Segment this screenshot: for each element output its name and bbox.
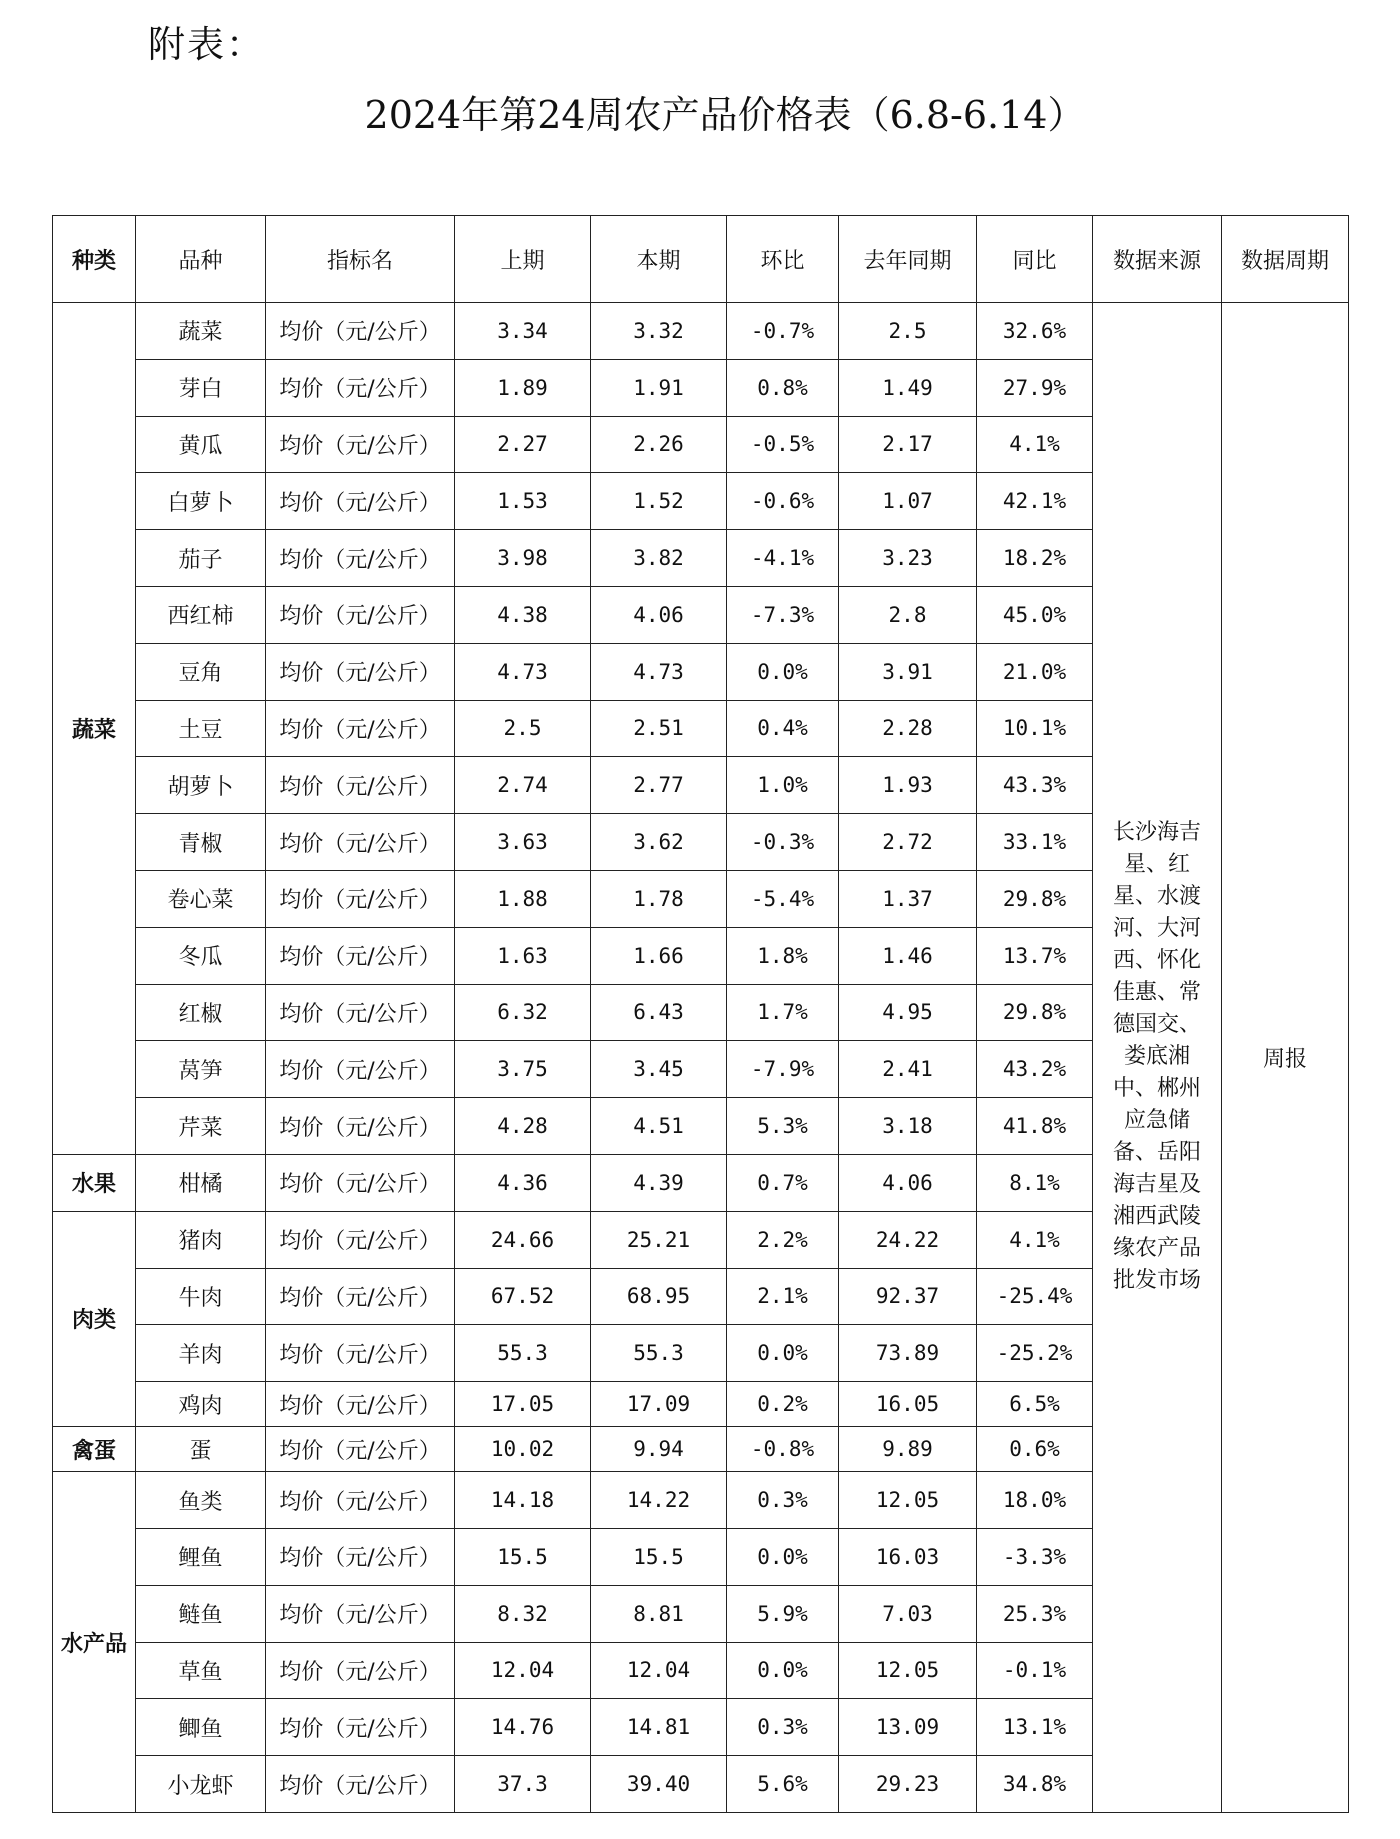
- appendix-label: 附表：: [148, 23, 265, 66]
- yoy-cell: 4.1%: [977, 1211, 1093, 1268]
- yoy-cell: 42.1%: [977, 473, 1093, 530]
- variety-cell: 蔬菜: [136, 303, 266, 360]
- variety-cell: 西红柿: [136, 586, 266, 643]
- variety-cell: 草鱼: [136, 1642, 266, 1699]
- indicator-cell: 均价（元/公斤）: [266, 984, 455, 1041]
- previous-cell: 10.02: [455, 1427, 591, 1472]
- mom-cell: 2.2%: [727, 1211, 839, 1268]
- variety-cell: 芽白: [136, 359, 266, 416]
- yoy-cell: 33.1%: [977, 814, 1093, 871]
- indicator-cell: 均价（元/公斤）: [266, 1268, 455, 1325]
- current-cell: 9.94: [591, 1427, 727, 1472]
- variety-cell: 白萝卜: [136, 473, 266, 530]
- yoy-cell: 32.6%: [977, 303, 1093, 360]
- price-table: [52, 215, 1349, 1813]
- previous-cell: 1.53: [455, 473, 591, 530]
- current-cell: 1.52: [591, 473, 727, 530]
- current-cell: 3.32: [591, 303, 727, 360]
- yoy-cell: 6.5%: [977, 1382, 1093, 1427]
- previous-cell: 4.38: [455, 586, 591, 643]
- variety-cell: 胡萝卜: [136, 757, 266, 814]
- current-cell: 15.5: [591, 1528, 727, 1585]
- mom-cell: 1.7%: [727, 984, 839, 1041]
- current-cell: 4.73: [591, 643, 727, 700]
- variety-cell: 蛋: [136, 1427, 266, 1472]
- current-cell: 8.81: [591, 1585, 727, 1642]
- last-year-cell: 2.5: [839, 303, 977, 360]
- variety-cell: 茄子: [136, 530, 266, 587]
- current-cell: 12.04: [591, 1642, 727, 1699]
- yoy-cell: 29.8%: [977, 870, 1093, 927]
- variety-cell: 小龙虾: [136, 1756, 266, 1813]
- variety-cell: 莴笋: [136, 1041, 266, 1098]
- mom-cell: 5.6%: [727, 1756, 839, 1813]
- yoy-cell: -25.4%: [977, 1268, 1093, 1325]
- indicator-cell: 均价（元/公斤）: [266, 586, 455, 643]
- mom-cell: 0.3%: [727, 1699, 839, 1756]
- last-year-cell: 92.37: [839, 1268, 977, 1325]
- yoy-cell: 4.1%: [977, 416, 1093, 473]
- mom-cell: 0.0%: [727, 643, 839, 700]
- category-cell-fruit: 水果: [53, 1154, 136, 1211]
- current-cell: 1.91: [591, 359, 727, 416]
- previous-cell: 37.3: [455, 1756, 591, 1813]
- indicator-cell: 均价（元/公斤）: [266, 303, 455, 360]
- last-year-cell: 9.89: [839, 1427, 977, 1472]
- indicator-cell: 均价（元/公斤）: [266, 870, 455, 927]
- previous-cell: 67.52: [455, 1268, 591, 1325]
- last-year-cell: 1.46: [839, 927, 977, 984]
- header-variety: 品种: [136, 216, 266, 303]
- last-year-cell: 2.72: [839, 814, 977, 871]
- indicator-cell: 均价（元/公斤）: [266, 1041, 455, 1098]
- last-year-cell: 2.41: [839, 1041, 977, 1098]
- variety-cell: 芹菜: [136, 1098, 266, 1155]
- mom-cell: 0.0%: [727, 1325, 839, 1382]
- current-cell: 3.82: [591, 530, 727, 587]
- data-period-cell: 周报: [1222, 303, 1349, 1813]
- previous-cell: 4.36: [455, 1154, 591, 1211]
- header-mom: 环比: [727, 216, 839, 303]
- mom-cell: 5.9%: [727, 1585, 839, 1642]
- mom-cell: 1.8%: [727, 927, 839, 984]
- yoy-cell: 25.3%: [977, 1585, 1093, 1642]
- yoy-cell: 18.2%: [977, 530, 1093, 587]
- current-cell: 39.40: [591, 1756, 727, 1813]
- last-year-cell: 3.18: [839, 1098, 977, 1155]
- last-year-cell: 7.03: [839, 1585, 977, 1642]
- indicator-cell: 均价（元/公斤）: [266, 359, 455, 416]
- yoy-cell: 45.0%: [977, 586, 1093, 643]
- variety-cell: 青椒: [136, 814, 266, 871]
- table-header-row: [53, 216, 1349, 303]
- yoy-cell: -0.1%: [977, 1642, 1093, 1699]
- variety-cell: 卷心菜: [136, 870, 266, 927]
- indicator-cell: 均价（元/公斤）: [266, 1756, 455, 1813]
- table-row: [53, 303, 1349, 360]
- header-source: 数据来源: [1093, 216, 1222, 303]
- last-year-cell: 16.05: [839, 1382, 977, 1427]
- last-year-cell: 73.89: [839, 1325, 977, 1382]
- indicator-cell: 均价（元/公斤）: [266, 1528, 455, 1585]
- indicator-cell: 均价（元/公斤）: [266, 1427, 455, 1472]
- mom-cell: -4.1%: [727, 530, 839, 587]
- current-cell: 1.66: [591, 927, 727, 984]
- last-year-cell: 12.05: [839, 1642, 977, 1699]
- mom-cell: -0.7%: [727, 303, 839, 360]
- indicator-cell: 均价（元/公斤）: [266, 1472, 455, 1529]
- indicator-cell: 均价（元/公斤）: [266, 927, 455, 984]
- previous-cell: 1.89: [455, 359, 591, 416]
- current-cell: 25.21: [591, 1211, 727, 1268]
- category-cell-meat: 肉类: [53, 1211, 136, 1426]
- yoy-cell: 27.9%: [977, 359, 1093, 416]
- last-year-cell: 29.23: [839, 1756, 977, 1813]
- mom-cell: -7.3%: [727, 586, 839, 643]
- indicator-cell: 均价（元/公斤）: [266, 1098, 455, 1155]
- yoy-cell: 13.7%: [977, 927, 1093, 984]
- category-cell-eggs: 禽蛋: [53, 1427, 136, 1472]
- previous-cell: 1.63: [455, 927, 591, 984]
- variety-cell: 鲢鱼: [136, 1585, 266, 1642]
- current-cell: 2.26: [591, 416, 727, 473]
- last-year-cell: 24.22: [839, 1211, 977, 1268]
- current-cell: 3.45: [591, 1041, 727, 1098]
- previous-cell: 17.05: [455, 1382, 591, 1427]
- current-cell: 3.62: [591, 814, 727, 871]
- yoy-cell: 43.2%: [977, 1041, 1093, 1098]
- previous-cell: 3.75: [455, 1041, 591, 1098]
- page-title: 2024年第24周农产品价格表（6.8-6.14）: [364, 93, 1086, 137]
- last-year-cell: 1.07: [839, 473, 977, 530]
- current-cell: 4.06: [591, 586, 727, 643]
- variety-cell: 鸡肉: [136, 1382, 266, 1427]
- last-year-cell: 13.09: [839, 1699, 977, 1756]
- indicator-cell: 均价（元/公斤）: [266, 814, 455, 871]
- indicator-cell: 均价（元/公斤）: [266, 416, 455, 473]
- previous-cell: 14.76: [455, 1699, 591, 1756]
- current-cell: 2.51: [591, 700, 727, 757]
- variety-cell: 牛肉: [136, 1268, 266, 1325]
- indicator-cell: 均价（元/公斤）: [266, 473, 455, 530]
- current-cell: 68.95: [591, 1268, 727, 1325]
- mom-cell: 2.1%: [727, 1268, 839, 1325]
- category-cell-vegetables: 蔬菜: [53, 303, 136, 1155]
- header-indicator: 指标名: [266, 216, 455, 303]
- last-year-cell: 3.23: [839, 530, 977, 587]
- current-cell: 6.43: [591, 984, 727, 1041]
- variety-cell: 冬瓜: [136, 927, 266, 984]
- yoy-cell: 13.1%: [977, 1699, 1093, 1756]
- variety-cell: 鲤鱼: [136, 1528, 266, 1585]
- last-year-cell: 3.91: [839, 643, 977, 700]
- header-yoy: 同比: [977, 216, 1093, 303]
- indicator-cell: 均价（元/公斤）: [266, 700, 455, 757]
- mom-cell: 0.4%: [727, 700, 839, 757]
- mom-cell: -0.3%: [727, 814, 839, 871]
- yoy-cell: 0.6%: [977, 1427, 1093, 1472]
- last-year-cell: 4.95: [839, 984, 977, 1041]
- indicator-cell: 均价（元/公斤）: [266, 1585, 455, 1642]
- previous-cell: 2.74: [455, 757, 591, 814]
- mom-cell: -7.9%: [727, 1041, 839, 1098]
- previous-cell: 3.98: [455, 530, 591, 587]
- last-year-cell: 2.17: [839, 416, 977, 473]
- variety-cell: 鱼类: [136, 1472, 266, 1529]
- current-cell: 2.77: [591, 757, 727, 814]
- current-cell: 1.78: [591, 870, 727, 927]
- header-category: 种类: [53, 216, 136, 303]
- yoy-cell: 34.8%: [977, 1756, 1093, 1813]
- yoy-cell: 21.0%: [977, 643, 1093, 700]
- variety-cell: 红椒: [136, 984, 266, 1041]
- mom-cell: 0.7%: [727, 1154, 839, 1211]
- current-cell: 14.81: [591, 1699, 727, 1756]
- indicator-cell: 均价（元/公斤）: [266, 1642, 455, 1699]
- mom-cell: 5.3%: [727, 1098, 839, 1155]
- indicator-cell: 均价（元/公斤）: [266, 530, 455, 587]
- indicator-cell: 均价（元/公斤）: [266, 757, 455, 814]
- previous-cell: 14.18: [455, 1472, 591, 1529]
- last-year-cell: 2.8: [839, 586, 977, 643]
- last-year-cell: 1.93: [839, 757, 977, 814]
- last-year-cell: 1.37: [839, 870, 977, 927]
- current-cell: 55.3: [591, 1325, 727, 1382]
- previous-cell: 55.3: [455, 1325, 591, 1382]
- yoy-cell: 18.0%: [977, 1472, 1093, 1529]
- previous-cell: 4.73: [455, 643, 591, 700]
- header-last-year: 去年同期: [839, 216, 977, 303]
- indicator-cell: 均价（元/公斤）: [266, 643, 455, 700]
- mom-cell: -0.6%: [727, 473, 839, 530]
- previous-cell: 4.28: [455, 1098, 591, 1155]
- yoy-cell: 8.1%: [977, 1154, 1093, 1211]
- variety-cell: 猪肉: [136, 1211, 266, 1268]
- variety-cell: 黄瓜: [136, 416, 266, 473]
- current-cell: 4.39: [591, 1154, 727, 1211]
- previous-cell: 24.66: [455, 1211, 591, 1268]
- current-cell: 14.22: [591, 1472, 727, 1529]
- previous-cell: 6.32: [455, 984, 591, 1041]
- current-cell: 4.51: [591, 1098, 727, 1155]
- last-year-cell: 12.05: [839, 1472, 977, 1529]
- variety-cell: 羊肉: [136, 1325, 266, 1382]
- variety-cell: 豆角: [136, 643, 266, 700]
- category-cell-aquatic: 水产品: [53, 1472, 136, 1813]
- mom-cell: 0.8%: [727, 359, 839, 416]
- current-cell: 17.09: [591, 1382, 727, 1427]
- yoy-cell: 10.1%: [977, 700, 1093, 757]
- yoy-cell: 43.3%: [977, 757, 1093, 814]
- mom-cell: 0.3%: [727, 1472, 839, 1529]
- indicator-cell: 均价（元/公斤）: [266, 1211, 455, 1268]
- last-year-cell: 16.03: [839, 1528, 977, 1585]
- mom-cell: -0.5%: [727, 416, 839, 473]
- variety-cell: 鲫鱼: [136, 1699, 266, 1756]
- indicator-cell: 均价（元/公斤）: [266, 1325, 455, 1382]
- mom-cell: 1.0%: [727, 757, 839, 814]
- variety-cell: 柑橘: [136, 1154, 266, 1211]
- mom-cell: 0.2%: [727, 1382, 839, 1427]
- indicator-cell: 均价（元/公斤）: [266, 1382, 455, 1427]
- data-source-cell: 长沙海吉星、红星、水渡河、大河西、怀化佳惠、常德国交、娄底湘中、郴州应急储备、岳阳海吉星及湘西武陵缘农产品批发市场: [1093, 303, 1222, 1813]
- previous-cell: 15.5: [455, 1528, 591, 1585]
- variety-cell: 土豆: [136, 700, 266, 757]
- mom-cell: 0.0%: [727, 1642, 839, 1699]
- previous-cell: 2.5: [455, 700, 591, 757]
- previous-cell: 2.27: [455, 416, 591, 473]
- header-current: 本期: [591, 216, 727, 303]
- last-year-cell: 4.06: [839, 1154, 977, 1211]
- previous-cell: 1.88: [455, 870, 591, 927]
- yoy-cell: -25.2%: [977, 1325, 1093, 1382]
- indicator-cell: 均价（元/公斤）: [266, 1699, 455, 1756]
- previous-cell: 8.32: [455, 1585, 591, 1642]
- yoy-cell: -3.3%: [977, 1528, 1093, 1585]
- indicator-cell: 均价（元/公斤）: [266, 1154, 455, 1211]
- last-year-cell: 1.49: [839, 359, 977, 416]
- previous-cell: 12.04: [455, 1642, 591, 1699]
- mom-cell: -0.8%: [727, 1427, 839, 1472]
- header-period: 数据周期: [1222, 216, 1349, 303]
- last-year-cell: 2.28: [839, 700, 977, 757]
- previous-cell: 3.34: [455, 303, 591, 360]
- mom-cell: -5.4%: [727, 870, 839, 927]
- mom-cell: 0.0%: [727, 1528, 839, 1585]
- header-previous: 上期: [455, 216, 591, 303]
- yoy-cell: 41.8%: [977, 1098, 1093, 1155]
- yoy-cell: 29.8%: [977, 984, 1093, 1041]
- previous-cell: 3.63: [455, 814, 591, 871]
